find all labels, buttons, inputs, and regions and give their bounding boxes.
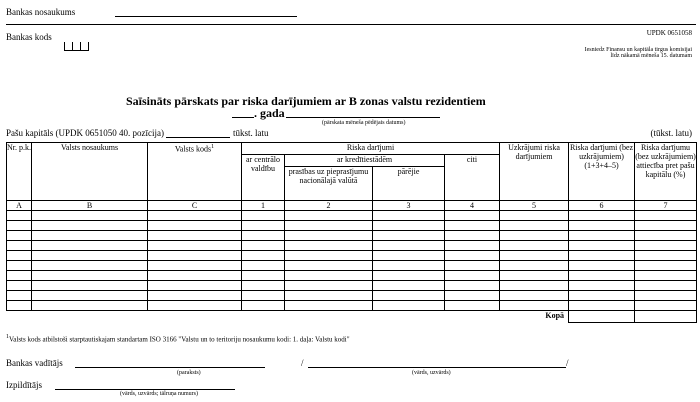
table-cell[interactable] [500,301,569,311]
table-cell[interactable] [635,241,697,251]
form-code: UPDK 0651058 [646,29,692,37]
col-other-credit: pārējie [373,167,445,201]
table-cell[interactable] [285,251,373,261]
table-cell[interactable] [242,261,285,271]
table-cell[interactable] [373,291,445,301]
table-cell[interactable] [635,291,697,301]
page-title: Saīsināts pārskats par riska darījumiem ar B zonas valstu rezidentiem [126,94,486,108]
table-cell[interactable] [7,271,32,281]
table-cell[interactable] [32,261,148,271]
table-cell[interactable] [148,241,242,251]
table-cell[interactable] [285,221,373,231]
table-cell[interactable] [7,211,32,221]
table-cell[interactable] [7,261,32,271]
table-cell[interactable] [445,271,500,281]
table-cell[interactable] [285,271,373,281]
table-cell[interactable] [635,211,697,221]
year-suffix: . gada [254,106,285,120]
approved-label: Bankas vadītājs [6,358,63,368]
group-credit: ar kredītiestādēm [285,155,445,167]
name-caption: (vārds, uzvārds) [412,370,451,376]
table-cell[interactable] [148,251,242,261]
table-cell[interactable] [32,231,148,241]
col-country-code: Valsts kods$^1$ [148,143,242,201]
risk-table [6,142,697,323]
table-cell[interactable] [569,291,635,301]
table-cell[interactable] [445,301,500,311]
date-line[interactable] [286,117,440,118]
group-risk: Riska darījumi [242,143,500,155]
table-cell[interactable] [635,221,697,231]
table-row [7,231,697,241]
table-cell[interactable] [569,221,635,231]
col-claims-national: prasības uz pieprasījumu nacionālajā valūtā [285,167,373,201]
table-cell[interactable] [373,221,445,231]
col-risk-ex: Riska darījumi (bez uzkrājumiem) (1+3+4–5) [569,143,635,201]
table-cell[interactable] [32,221,148,231]
table-cell[interactable] [635,231,697,241]
table-cell[interactable] [373,271,445,281]
table-cell[interactable] [635,251,697,261]
table-row [7,251,697,261]
table-cell[interactable] [445,241,500,251]
table-cell[interactable] [148,271,242,281]
table-cell[interactable] [285,261,373,271]
preparer-caption: (vārds, uzvārds; tālruņa numurs) [120,391,198,397]
capital-label: Pašu kapitāls (UPDK 0651050 40. pozīcija) [6,128,164,138]
table-cell[interactable] [242,221,285,231]
table-cell[interactable] [373,231,445,241]
capital-unit: tūkst. latu [233,128,269,138]
table-cell[interactable] [242,271,285,281]
table-cell[interactable] [445,211,500,221]
total-label: Kopā [7,311,569,323]
bank-name-label: Bankas nosaukums [6,7,76,17]
table-row [7,291,697,301]
slash-2: / [566,358,569,368]
table-cell[interactable] [635,301,697,311]
total-cell-7[interactable] [635,311,697,323]
table-cell[interactable] [7,281,32,291]
table-cell[interactable] [500,211,569,221]
table-cell[interactable] [500,261,569,271]
bank-code-label: Bankas kods [6,32,52,42]
bank-code-boxes[interactable] [64,33,89,51]
table-cell[interactable] [242,231,285,241]
table-cell[interactable] [242,281,285,291]
table-cell[interactable] [7,231,32,241]
table-row [7,241,697,251]
table-cell[interactable] [569,211,635,221]
table-cell[interactable] [148,221,242,231]
table-cell[interactable] [32,251,148,261]
table-cell[interactable] [32,271,148,281]
table-cell[interactable] [569,241,635,251]
capital-line[interactable] [166,137,230,138]
table-cell[interactable] [635,281,697,291]
total-row [7,311,697,323]
table-cell[interactable] [445,251,500,261]
preparer-label: Izpildītājs [6,380,42,390]
table-cell[interactable] [569,231,635,241]
unit-right: (tūkst. latu) [650,128,692,138]
table-cell[interactable] [242,211,285,221]
preparer-line[interactable] [55,389,235,390]
table-cell[interactable] [148,261,242,271]
table-cell[interactable] [500,241,569,251]
table-row [7,271,697,281]
table-cell[interactable] [7,301,32,311]
table-cell[interactable] [500,271,569,281]
table-cell[interactable] [242,241,285,251]
table-cell[interactable] [373,251,445,261]
table-cell[interactable] [285,301,373,311]
table-cell[interactable] [285,291,373,301]
table-cell[interactable] [445,261,500,271]
table-cell[interactable] [373,301,445,311]
table-cell[interactable] [373,261,445,271]
date-caption: (pārskata mēneša pēdējais datums) [322,120,406,126]
table-cell[interactable] [32,281,148,291]
col-other: citi [445,155,500,201]
table-cell[interactable] [569,301,635,311]
table-row [7,301,697,311]
name-line[interactable] [308,367,566,368]
total-cell-6[interactable] [569,311,635,323]
table-row [7,261,697,271]
col-nr: Nr. p.k. [7,143,32,201]
table-cell[interactable] [242,301,285,311]
table-cell[interactable] [148,301,242,311]
table-cell[interactable] [148,211,242,221]
table-cell[interactable] [285,281,373,291]
col-ratio: Riska darījumu (bez uzkrājumiem) attiecība pret pašu kapitālu (%) [635,143,697,201]
table-cell[interactable] [373,281,445,291]
table-cell[interactable] [445,281,500,291]
table-cell[interactable] [242,291,285,301]
table-cell[interactable] [285,241,373,251]
table-cell[interactable] [445,221,500,231]
signature-line[interactable] [75,367,265,368]
table-row [7,221,697,231]
table-cell[interactable] [500,221,569,231]
submission-note: Iesniedz Finansu un kapitāla tirgus komisijai līdz nākamā mēneša 15. datumam [584,47,692,59]
table-cell[interactable] [569,271,635,281]
table-cell[interactable] [148,281,242,291]
table-cell[interactable] [500,251,569,261]
table-cell[interactable] [32,241,148,251]
signature-caption: (paraksts) [177,370,201,376]
table-cell[interactable] [285,211,373,221]
table-cell[interactable] [635,271,697,281]
table-cell[interactable] [242,251,285,261]
table-cell[interactable] [445,291,500,301]
table-cell[interactable] [500,231,569,241]
header-divider [6,24,696,25]
table-cell[interactable] [500,291,569,301]
table-cell[interactable] [7,251,32,261]
table-cell[interactable] [635,261,697,271]
footnote: $^1$Valsts kods atbilstoši starptautiskajam standartam ISO 3166 "Valstu un to teritoriju nosaukumu kodi: 1. daļa: Valstu kodi" [6,334,350,344]
table-cell[interactable] [569,251,635,261]
table-cell[interactable] [148,291,242,301]
table-cell[interactable] [373,241,445,251]
table-cell[interactable] [32,291,148,301]
table-cell[interactable] [32,301,148,311]
table-cell[interactable] [7,241,32,251]
table-cell[interactable] [148,231,242,241]
table-cell[interactable] [7,291,32,301]
col-country-name: Valsts nosaukums [32,143,148,201]
table-cell[interactable] [569,261,635,271]
index-row: A B C 1 2 3 4 5 6 7 [7,201,697,211]
col-central-bank: ar centrālo valdību [242,155,285,201]
year-line[interactable] [232,117,254,118]
table-row [7,211,697,221]
table-cell[interactable] [500,281,569,291]
col-accum: Uzkrājumi riska darījumiem [500,143,569,201]
table-cell[interactable] [569,281,635,291]
table-cell[interactable] [445,231,500,241]
table-cell[interactable] [32,211,148,221]
table-cell[interactable] [373,211,445,221]
slash-1: / [301,358,304,368]
table-cell[interactable] [285,231,373,241]
table-row [7,281,697,291]
bank-name-line[interactable] [115,16,297,17]
table-cell[interactable] [7,221,32,231]
